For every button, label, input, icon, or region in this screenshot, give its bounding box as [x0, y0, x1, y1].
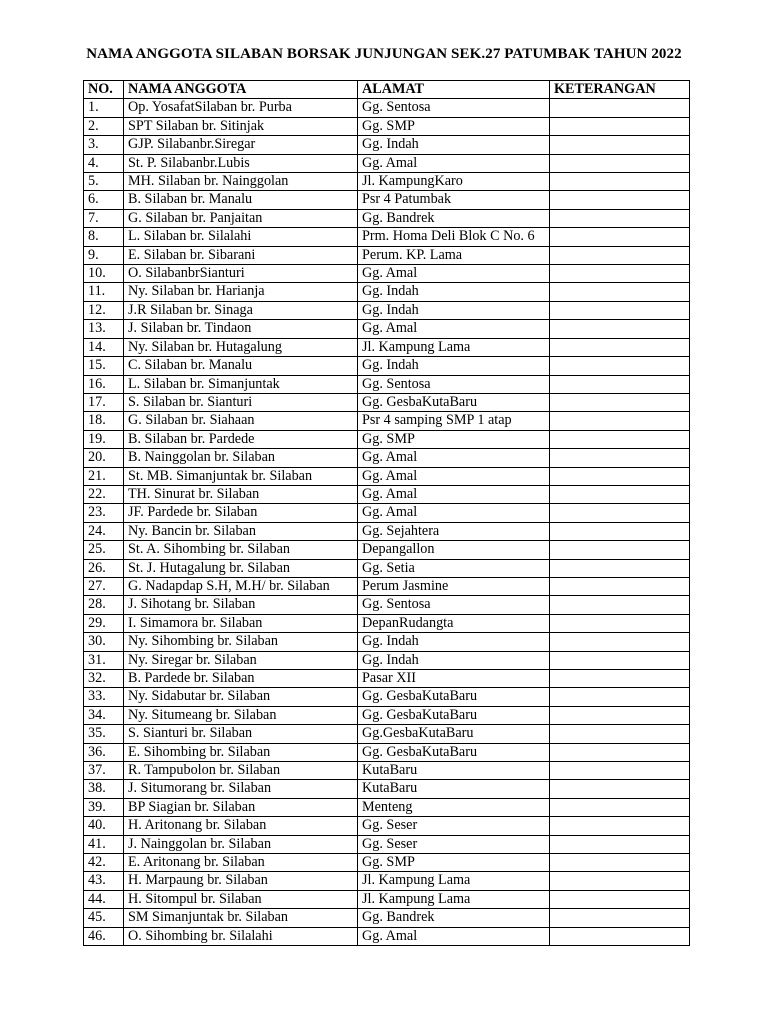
- cell-name: E. Silaban br. Sibarani: [124, 246, 358, 264]
- cell-name: Ny. Silaban br. Harianja: [124, 283, 358, 301]
- cell-address: Gg. Indah: [358, 136, 550, 154]
- cell-name: S. Silaban br. Sianturi: [124, 393, 358, 411]
- cell-no: 2.: [84, 117, 124, 135]
- cell-address: Gg. Indah: [358, 357, 550, 375]
- cell-address: Gg. Indah: [358, 633, 550, 651]
- cell-note: [550, 117, 690, 135]
- cell-name: Ny. Sihombing br. Silaban: [124, 633, 358, 651]
- cell-address: Gg. Amal: [358, 504, 550, 522]
- cell-name: E. Sihombing br. Silaban: [124, 743, 358, 761]
- cell-no: 16.: [84, 375, 124, 393]
- cell-address: KutaBaru: [358, 780, 550, 798]
- cell-no: 44.: [84, 890, 124, 908]
- cell-address: Gg. Amal: [358, 485, 550, 503]
- table-row: [84, 596, 690, 614]
- cell-address: Gg. Indah: [358, 651, 550, 669]
- cell-name: G. Silaban br. Panjaitan: [124, 209, 358, 227]
- cell-name: GJP. Silabanbr.Siregar: [124, 136, 358, 154]
- cell-address: Gg. Indah: [358, 283, 550, 301]
- table-row: [84, 688, 690, 706]
- table-row: [84, 173, 690, 191]
- cell-note: [550, 338, 690, 356]
- cell-address: Depangallon: [358, 541, 550, 559]
- cell-name: O. SilabanbrSianturi: [124, 265, 358, 283]
- table-header-row: [84, 81, 690, 99]
- table-row: [84, 780, 690, 798]
- table-row: [84, 191, 690, 209]
- cell-name: SM Simanjuntak br. Silaban: [124, 909, 358, 927]
- cell-name: H. Sitompul br. Silaban: [124, 890, 358, 908]
- table-body: [84, 99, 690, 946]
- cell-no: 19.: [84, 430, 124, 448]
- cell-note: [550, 246, 690, 264]
- cell-name: TH. Sinurat br. Silaban: [124, 485, 358, 503]
- cell-address: Gg. SMP: [358, 430, 550, 448]
- cell-name: St. P. Silabanbr.Lubis: [124, 154, 358, 172]
- cell-address: Jl. KampungKaro: [358, 173, 550, 191]
- table-row: [84, 725, 690, 743]
- header-note: KETERANGAN: [550, 81, 690, 99]
- cell-no: 34.: [84, 706, 124, 724]
- cell-address: Gg. Sejahtera: [358, 522, 550, 540]
- cell-note: [550, 688, 690, 706]
- cell-note: [550, 522, 690, 540]
- cell-address: Pasar XII: [358, 670, 550, 688]
- cell-no: 28.: [84, 596, 124, 614]
- cell-no: 32.: [84, 670, 124, 688]
- cell-note: [550, 633, 690, 651]
- cell-note: [550, 798, 690, 816]
- cell-address: Jl. Kampung Lama: [358, 890, 550, 908]
- cell-address: KutaBaru: [358, 762, 550, 780]
- cell-address: Gg. Setia: [358, 559, 550, 577]
- cell-address: Gg. SMP: [358, 854, 550, 872]
- document-title: NAMA ANGGOTA SILABAN BORSAK JUNJUNGAN SEK.27 PATUMBAK TAHUN 2022: [86, 46, 682, 62]
- table-row: [84, 614, 690, 632]
- table-row: [84, 762, 690, 780]
- cell-note: [550, 743, 690, 761]
- cell-name: J. Silaban br. Tindaon: [124, 320, 358, 338]
- cell-address: Gg. Sentosa: [358, 99, 550, 117]
- cell-name: Ny. Situmeang br. Silaban: [124, 706, 358, 724]
- cell-name: BP Siagian br. Silaban: [124, 798, 358, 816]
- cell-no: 21.: [84, 467, 124, 485]
- cell-name: H. Marpaung br. Silaban: [124, 872, 358, 890]
- table-row: [84, 633, 690, 651]
- table-row: [84, 393, 690, 411]
- table-row: [84, 670, 690, 688]
- cell-note: [550, 265, 690, 283]
- table-row: [84, 301, 690, 319]
- cell-note: [550, 393, 690, 411]
- cell-no: 27.: [84, 577, 124, 595]
- cell-no: 14.: [84, 338, 124, 356]
- table-row: [84, 522, 690, 540]
- cell-no: 41.: [84, 835, 124, 853]
- cell-note: [550, 136, 690, 154]
- table-row: [84, 320, 690, 338]
- cell-address: Gg.GesbaKutaBaru: [358, 725, 550, 743]
- table-row: [84, 504, 690, 522]
- cell-note: [550, 559, 690, 577]
- cell-address: Jl. Kampung Lama: [358, 872, 550, 890]
- cell-no: 9.: [84, 246, 124, 264]
- cell-name: C. Silaban br. Manalu: [124, 357, 358, 375]
- cell-name: Ny. Silaban br. Hutagalung: [124, 338, 358, 356]
- cell-note: [550, 541, 690, 559]
- cell-address: Gg. Indah: [358, 301, 550, 319]
- table-row: [84, 412, 690, 430]
- cell-note: [550, 725, 690, 743]
- cell-name: Ny. Siregar br. Silaban: [124, 651, 358, 669]
- member-table: [83, 80, 690, 946]
- cell-no: 7.: [84, 209, 124, 227]
- cell-name: S. Sianturi br. Silaban: [124, 725, 358, 743]
- table-row: [84, 449, 690, 467]
- table-row: [84, 375, 690, 393]
- table-row: [84, 835, 690, 853]
- cell-no: 29.: [84, 614, 124, 632]
- cell-note: [550, 154, 690, 172]
- cell-name: Ny. Bancin br. Silaban: [124, 522, 358, 540]
- cell-name: G. Nadapdap S.H, M.H/ br. Silaban: [124, 577, 358, 595]
- cell-name: J. Situmorang br. Silaban: [124, 780, 358, 798]
- cell-no: 31.: [84, 651, 124, 669]
- table-row: [84, 246, 690, 264]
- table-row: [84, 651, 690, 669]
- cell-note: [550, 209, 690, 227]
- cell-address: Gg. Sentosa: [358, 375, 550, 393]
- cell-no: 38.: [84, 780, 124, 798]
- cell-no: 24.: [84, 522, 124, 540]
- cell-note: [550, 375, 690, 393]
- table-row: [84, 909, 690, 927]
- cell-name: MH. Silaban br. Nainggolan: [124, 173, 358, 191]
- cell-address: Prm. Homa Deli Blok C No. 6: [358, 228, 550, 246]
- table-row: [84, 265, 690, 283]
- cell-no: 18.: [84, 412, 124, 430]
- cell-name: L. Silaban br. Silalahi: [124, 228, 358, 246]
- cell-no: 11.: [84, 283, 124, 301]
- header-address: ALAMAT: [358, 81, 550, 99]
- cell-no: 13.: [84, 320, 124, 338]
- cell-note: [550, 191, 690, 209]
- cell-name: J. Nainggolan br. Silaban: [124, 835, 358, 853]
- cell-no: 15.: [84, 357, 124, 375]
- cell-name: J. Sihotang br. Silaban: [124, 596, 358, 614]
- cell-note: [550, 835, 690, 853]
- cell-name: Ny. Sidabutar br. Silaban: [124, 688, 358, 706]
- cell-note: [550, 430, 690, 448]
- cell-note: [550, 228, 690, 246]
- cell-note: [550, 412, 690, 430]
- cell-note: [550, 780, 690, 798]
- cell-no: 4.: [84, 154, 124, 172]
- cell-no: 39.: [84, 798, 124, 816]
- cell-no: 42.: [84, 854, 124, 872]
- table-row: [84, 817, 690, 835]
- table-row: [84, 467, 690, 485]
- cell-address: Gg. GesbaKutaBaru: [358, 393, 550, 411]
- cell-address: Gg. Amal: [358, 449, 550, 467]
- table-row: [84, 485, 690, 503]
- table-row: [84, 117, 690, 135]
- table-row: [84, 872, 690, 890]
- table-row: [84, 927, 690, 945]
- cell-name: St. MB. Simanjuntak br. Silaban: [124, 467, 358, 485]
- cell-note: [550, 577, 690, 595]
- cell-name: I. Simamora br. Silaban: [124, 614, 358, 632]
- cell-no: 6.: [84, 191, 124, 209]
- cell-name: L. Silaban br. Simanjuntak: [124, 375, 358, 393]
- table-row: [84, 706, 690, 724]
- cell-no: 26.: [84, 559, 124, 577]
- cell-no: 30.: [84, 633, 124, 651]
- cell-address: Gg. Sentosa: [358, 596, 550, 614]
- cell-address: Psr 4 samping SMP 1 atap: [358, 412, 550, 430]
- cell-note: [550, 449, 690, 467]
- cell-name: SPT Silaban br. Sitinjak: [124, 117, 358, 135]
- cell-no: 12.: [84, 301, 124, 319]
- cell-name: B. Pardede br. Silaban: [124, 670, 358, 688]
- cell-note: [550, 173, 690, 191]
- cell-no: 33.: [84, 688, 124, 706]
- cell-note: [550, 320, 690, 338]
- cell-note: [550, 467, 690, 485]
- cell-name: O. Sihombing br. Silalahi: [124, 927, 358, 945]
- cell-note: [550, 504, 690, 522]
- cell-address: Perum Jasmine: [358, 577, 550, 595]
- cell-no: 22.: [84, 485, 124, 503]
- cell-name: E. Aritonang br. Silaban: [124, 854, 358, 872]
- table-row: [84, 577, 690, 595]
- cell-address: Menteng: [358, 798, 550, 816]
- cell-name: St. A. Sihombing br. Silaban: [124, 541, 358, 559]
- cell-address: Perum. KP. Lama: [358, 246, 550, 264]
- cell-note: [550, 854, 690, 872]
- cell-no: 20.: [84, 449, 124, 467]
- cell-address: Psr 4 Patumbak: [358, 191, 550, 209]
- cell-address: Gg. Amal: [358, 927, 550, 945]
- table-row: [84, 357, 690, 375]
- table-row: [84, 154, 690, 172]
- cell-name: B. Nainggolan br. Silaban: [124, 449, 358, 467]
- cell-no: 36.: [84, 743, 124, 761]
- cell-address: Gg. Seser: [358, 835, 550, 853]
- cell-name: Op. YosafatSilaban br. Purba: [124, 99, 358, 117]
- cell-name: G. Silaban br. Siahaan: [124, 412, 358, 430]
- cell-note: [550, 927, 690, 945]
- table-row: [84, 743, 690, 761]
- cell-no: 35.: [84, 725, 124, 743]
- table-row: [84, 136, 690, 154]
- cell-note: [550, 485, 690, 503]
- cell-no: 46.: [84, 927, 124, 945]
- cell-no: 25.: [84, 541, 124, 559]
- table-row: [84, 228, 690, 246]
- cell-note: [550, 762, 690, 780]
- table-row: [84, 338, 690, 356]
- table-row: [84, 99, 690, 117]
- cell-address: Jl. Kampung Lama: [358, 338, 550, 356]
- cell-note: [550, 283, 690, 301]
- cell-no: 1.: [84, 99, 124, 117]
- cell-address: Gg. GesbaKutaBaru: [358, 706, 550, 724]
- cell-note: [550, 651, 690, 669]
- table-row: [84, 541, 690, 559]
- cell-name: R. Tampubolon br. Silaban: [124, 762, 358, 780]
- table-row: [84, 890, 690, 908]
- cell-address: Gg. Amal: [358, 265, 550, 283]
- cell-no: 23.: [84, 504, 124, 522]
- cell-address: DepanRudangta: [358, 614, 550, 632]
- table-row: [84, 798, 690, 816]
- cell-address: Gg. GesbaKutaBaru: [358, 688, 550, 706]
- cell-name: B. Silaban br. Manalu: [124, 191, 358, 209]
- cell-name: H. Aritonang br. Silaban: [124, 817, 358, 835]
- cell-note: [550, 596, 690, 614]
- cell-note: [550, 99, 690, 117]
- cell-name: J.R Silaban br. Sinaga: [124, 301, 358, 319]
- cell-note: [550, 614, 690, 632]
- header-no: NO.: [84, 81, 124, 99]
- cell-address: Gg. Amal: [358, 320, 550, 338]
- table-row: [84, 209, 690, 227]
- cell-note: [550, 909, 690, 927]
- cell-no: 3.: [84, 136, 124, 154]
- cell-name: B. Silaban br. Pardede: [124, 430, 358, 448]
- cell-note: [550, 872, 690, 890]
- table-row: [84, 559, 690, 577]
- table-row: [84, 430, 690, 448]
- cell-address: Gg. SMP: [358, 117, 550, 135]
- table-row: [84, 854, 690, 872]
- cell-address: Gg. GesbaKutaBaru: [358, 743, 550, 761]
- cell-no: 10.: [84, 265, 124, 283]
- cell-name: St. J. Hutagalung br. Silaban: [124, 559, 358, 577]
- cell-name: JF. Pardede br. Silaban: [124, 504, 358, 522]
- cell-address: Gg. Seser: [358, 817, 550, 835]
- cell-note: [550, 890, 690, 908]
- cell-no: 8.: [84, 228, 124, 246]
- cell-note: [550, 357, 690, 375]
- cell-no: 37.: [84, 762, 124, 780]
- cell-address: Gg. Amal: [358, 467, 550, 485]
- cell-no: 5.: [84, 173, 124, 191]
- cell-no: 45.: [84, 909, 124, 927]
- cell-no: 17.: [84, 393, 124, 411]
- cell-note: [550, 817, 690, 835]
- cell-note: [550, 706, 690, 724]
- cell-no: 40.: [84, 817, 124, 835]
- cell-address: Gg. Bandrek: [358, 909, 550, 927]
- cell-address: Gg. Bandrek: [358, 209, 550, 227]
- cell-no: 43.: [84, 872, 124, 890]
- cell-note: [550, 670, 690, 688]
- cell-address: Gg. Amal: [358, 154, 550, 172]
- cell-note: [550, 301, 690, 319]
- table-row: [84, 283, 690, 301]
- header-name: NAMA ANGGOTA: [124, 81, 358, 99]
